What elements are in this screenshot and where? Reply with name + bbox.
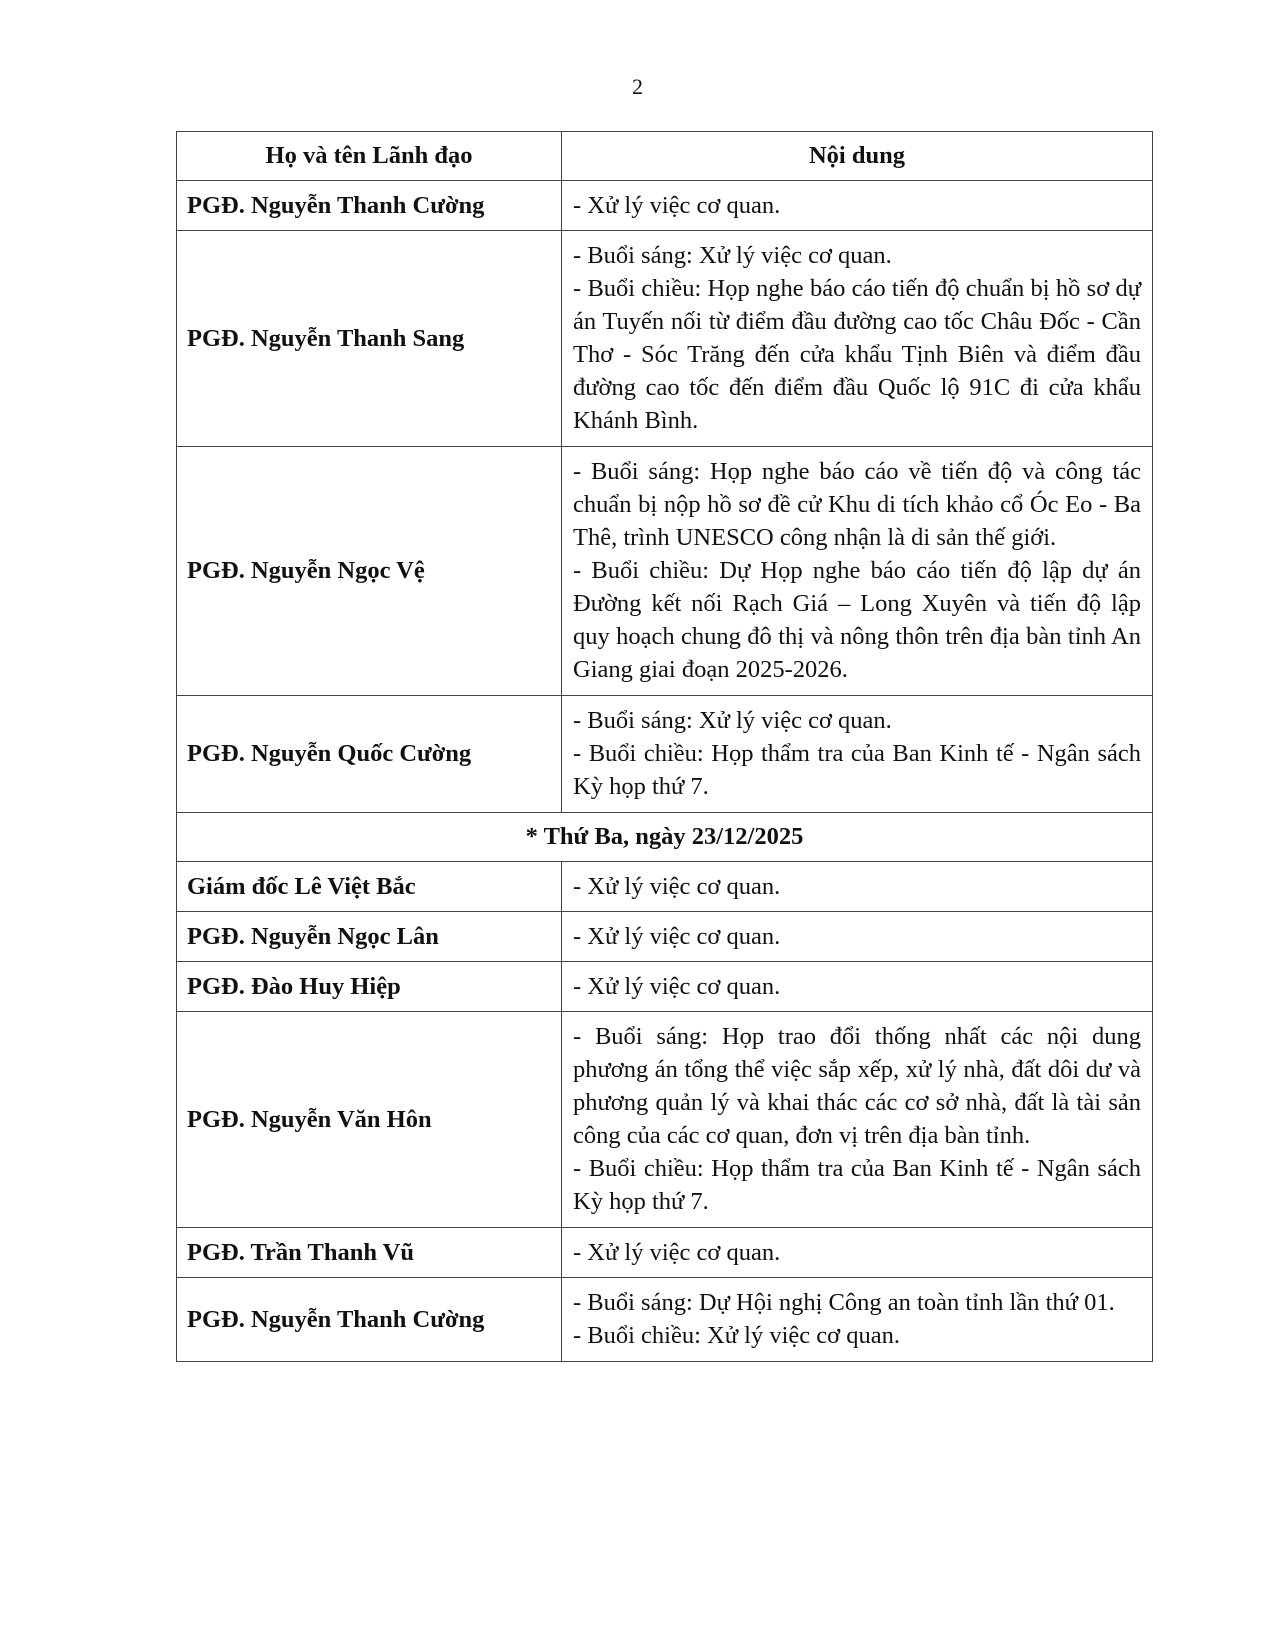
schedule-item: - Buổi sáng: Xử lý việc cơ quan. [573, 242, 892, 269]
table-body [177, 181, 1153, 1362]
leader-name: PGĐ. Nguyễn Văn Hôn [177, 1012, 562, 1228]
schedule-item: - Buổi chiều: Dự Họp nghe báo cáo tiến độ lập dự án Đường kết nối Rạch Giá – Long Xuyên và tiến độ lập quy hoạch chung đô thị và nông thôn trên địa bàn tỉnh An Giang giai đoạn 2025-2026. [573, 557, 1141, 683]
table-row [177, 962, 1153, 1012]
schedule-content [562, 447, 1153, 696]
leader-name: PGĐ. Nguyễn Quốc Cường [177, 696, 562, 813]
schedule-item: - Buổi sáng: Họp nghe báo cáo về tiến độ và công tác chuẩn bị nộp hồ sơ đề cử Khu di tích khảo cổ Óc Eo - Ba Thê, trình UNESCO công nhận là di sản thế giới. [573, 458, 1141, 551]
table-row [177, 1012, 1153, 1228]
schedule-item: - Buổi sáng: Dự Hội nghị Công an toàn tỉnh lần thứ 01. [573, 1289, 1115, 1316]
schedule-item: - Xử lý việc cơ quan. [573, 973, 781, 1000]
schedule-content [562, 696, 1153, 813]
schedule-item: - Xử lý việc cơ quan. [573, 1239, 781, 1266]
table-row [177, 1278, 1153, 1362]
schedule-content [562, 1012, 1153, 1228]
schedule-item: - Buổi chiều: Xử lý việc cơ quan. [573, 1322, 900, 1349]
schedule-content [562, 231, 1153, 447]
schedule-item: - Xử lý việc cơ quan. [573, 923, 781, 950]
table-row [177, 862, 1153, 912]
schedule-content [562, 962, 1153, 1012]
schedule-item: - Buổi chiều: Họp thẩm tra của Ban Kinh tế - Ngân sách Kỳ họp thứ 7. [573, 1155, 1141, 1215]
leader-name: PGĐ. Trần Thanh Vũ [177, 1228, 562, 1278]
leader-name: PGĐ. Nguyễn Thanh Sang [177, 231, 562, 447]
leader-name: PGĐ. Nguyễn Thanh Cường [177, 1278, 562, 1362]
schedule-item: - Buổi chiều: Họp nghe báo cáo tiến độ chuẩn bị hồ sơ dự án Tuyến nối từ điểm đầu đường cao tốc Châu Đốc - Cần Thơ - Sóc Trăng đến cửa khẩu Tịnh Biên và điểm đầu đường cao tốc đến điểm đầu Quốc lộ 91C đi cửa khẩu Khánh Bình. [573, 275, 1141, 434]
leader-name: Giám đốc Lê Việt Bắc [177, 862, 562, 912]
table-row [177, 447, 1153, 696]
schedule-item: - Xử lý việc cơ quan. [573, 873, 781, 900]
schedule-item: - Buổi chiều: Họp thẩm tra của Ban Kinh tế - Ngân sách Kỳ họp thứ 7. [573, 740, 1141, 800]
table-row [177, 181, 1153, 231]
schedule-content [562, 862, 1153, 912]
day-label: * Thứ Ba, ngày 23/12/2025 [177, 813, 1153, 862]
leader-name: PGĐ. Nguyễn Ngọc Lân [177, 912, 562, 962]
schedule-item: - Xử lý việc cơ quan. [573, 192, 781, 219]
day-header-row [177, 813, 1153, 862]
table-row [177, 696, 1153, 813]
table-row [177, 912, 1153, 962]
header-leader-name: Họ và tên Lãnh đạo [177, 132, 562, 181]
leader-name: PGĐ. Nguyễn Ngọc Vệ [177, 447, 562, 696]
table-row [177, 1228, 1153, 1278]
schedule-item: - Buổi sáng: Họp trao đổi thống nhất các nội dung phương án tổng thể việc sắp xếp, xử lý nhà, đất dôi dư và phương quản lý và khai thác các cơ sở nhà, đất là tài sản công của các cơ quan, đơn vị trên địa bàn tỉnh. [573, 1023, 1141, 1149]
table-row [177, 231, 1153, 447]
schedule-content [562, 1278, 1153, 1362]
schedule-table [176, 131, 1153, 1362]
leader-name: PGĐ. Nguyễn Thanh Cường [177, 181, 562, 231]
header-content: Nội dung [562, 132, 1153, 181]
table-header-row [177, 132, 1153, 181]
schedule-content [562, 181, 1153, 231]
schedule-content [562, 1228, 1153, 1278]
schedule-content [562, 912, 1153, 962]
page-number: 2 [632, 74, 643, 99]
schedule-item: - Buổi sáng: Xử lý việc cơ quan. [573, 707, 892, 734]
leader-name: PGĐ. Đào Huy Hiệp [177, 962, 562, 1012]
